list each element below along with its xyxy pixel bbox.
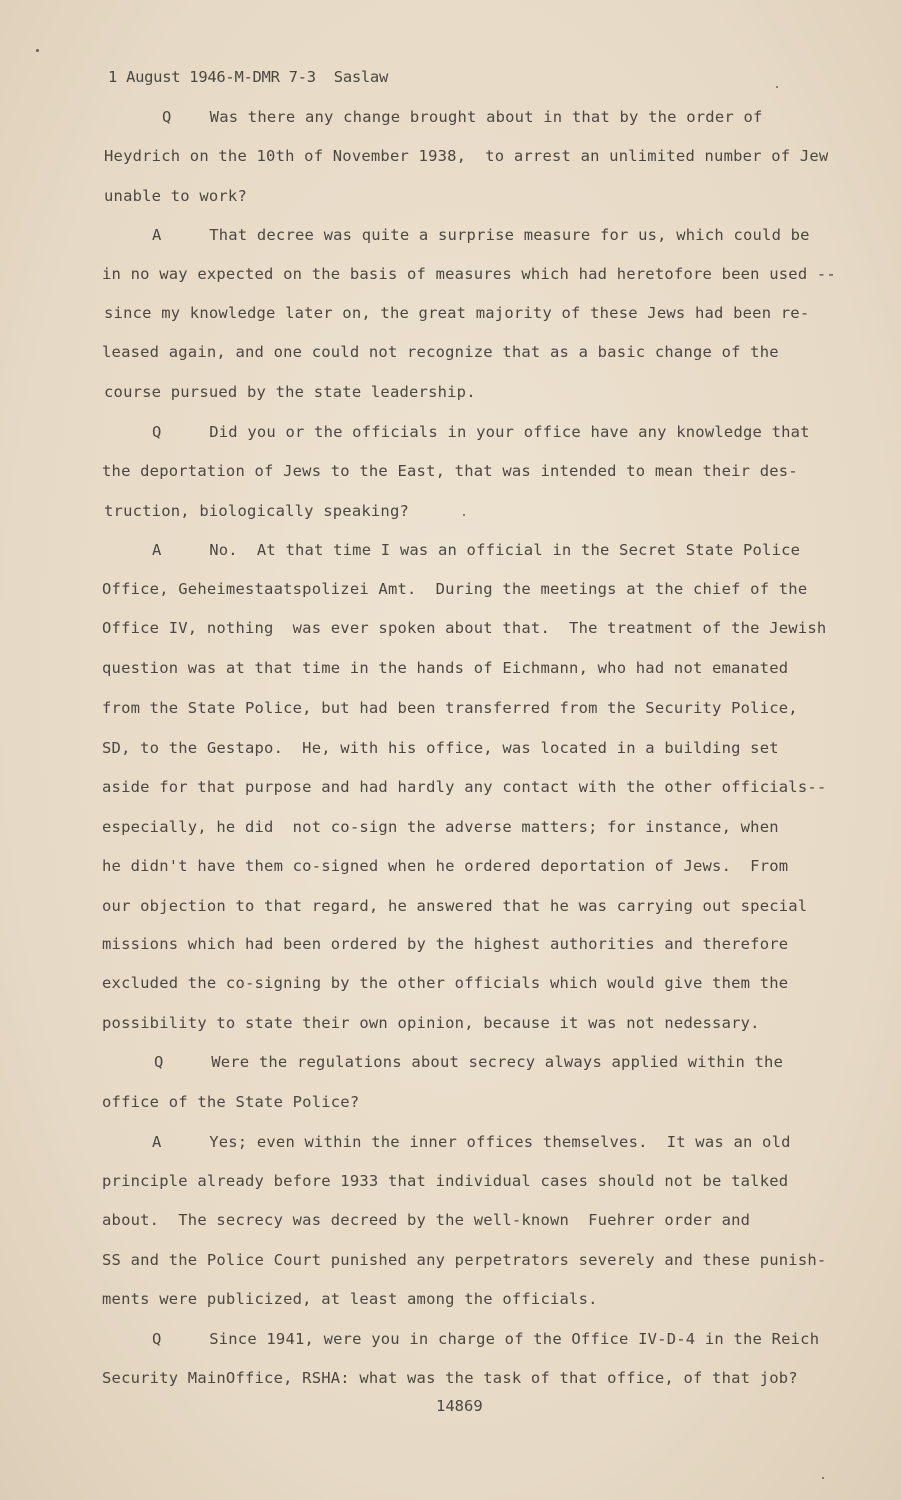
document-header: 1 August 1946-M-DMR 7-3 Saslaw [108, 68, 388, 86]
text-line: Q Was there any change brought about in that by the order of [162, 108, 763, 126]
paper-speck [776, 86, 778, 88]
text-line: leased again, and one could not recognize that as a basic change of the [102, 343, 779, 361]
text-line: Security MainOffice, RSHA: what was the task of that office, of that job? [102, 1369, 798, 1387]
text-line: Q Since 1941, were you in charge of the Office IV-D-4 in the Reich [152, 1330, 820, 1348]
text-line: A Yes; even within the inner offices themselves. It was an old [152, 1133, 791, 1151]
text-line: missions which had been ordered by the highest authorities and therefore [102, 935, 789, 953]
text-line: in no way expected on the basis of measures which had heretofore been used -- [102, 265, 836, 283]
text-line: A No. At that time I was an official in the Secret State Police [152, 541, 801, 559]
text-line: course pursued by the state leadership. [104, 383, 476, 401]
text-line: especially, he did not co-sign the adverse matters; for instance, when [102, 818, 779, 836]
paper-speck [463, 514, 465, 516]
text-line: SS and the Police Court punished any perpetrators severely and these punish- [102, 1251, 827, 1269]
page-number: 14869 [436, 1397, 483, 1415]
text-line: Q Were the regulations about secrecy always applied within the [154, 1053, 784, 1071]
paper-speck [822, 1477, 824, 1479]
text-line: from the State Police, but had been transferred from the Security Police, [102, 699, 798, 717]
text-line: possibility to state their own opinion, because it was not nedessary. [102, 1014, 760, 1032]
text-line: about. The secrecy was decreed by the well-known Fuehrer order and [102, 1211, 751, 1229]
text-line: office of the State Police? [102, 1093, 360, 1111]
text-line: ments were publicized, at least among the officials. [102, 1290, 598, 1308]
text-line: since my knowledge later on, the great majority of these Jews had been re- [104, 304, 810, 322]
text-line: the deportation of Jews to the East, that was intended to mean their des- [102, 462, 798, 480]
paper-speck [36, 49, 39, 52]
text-line: aside for that purpose and had hardly any contact with the other officials-- [102, 778, 827, 796]
text-line: Office, Geheimestaatspolizei Amt. During the meetings at the chief of the [102, 580, 808, 598]
text-line: question was at that time in the hands of Eichmann, who had not emanated [102, 659, 789, 677]
text-line: SD, to the Gestapo. He, with his office, was located in a building set [102, 739, 779, 757]
text-line: principle already before 1933 that individual cases should not be talked [102, 1172, 789, 1190]
text-line: our objection to that regard, he answered that he was carrying out special [102, 897, 808, 915]
text-line: unable to work? [104, 187, 247, 205]
text-line: he didn't have them co-signed when he ordered deportation of Jews. From [102, 857, 789, 875]
text-line: Office IV, nothing was ever spoken about that. The treatment of the Jewish [102, 619, 827, 637]
text-line: A That decree was quite a surprise measure for us, which could be [152, 226, 810, 244]
text-line: truction, biologically speaking? [104, 502, 410, 520]
text-line: excluded the co-signing by the other officials which would give them the [102, 974, 789, 992]
text-line: Heydrich on the 10th of November 1938, to arrest an unlimited number of Jew [104, 147, 829, 165]
text-line: Q Did you or the officials in your office have any knowledge that [152, 423, 810, 441]
